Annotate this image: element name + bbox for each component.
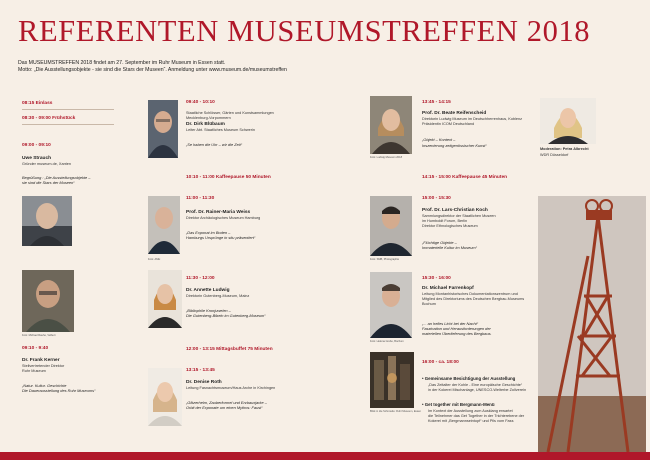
talk-title: Inszenierung zeitgenössischer Kunst“ xyxy=(422,143,487,148)
speaker-role: Direktorin Ludwig Museum im Deutschherrenhaus, Koblenz xyxy=(422,117,523,121)
talk-title: „Objekt – Kontext – xyxy=(422,137,456,142)
portrait-image xyxy=(370,96,412,154)
talk-title: „Natur. Kultur. Geschichte xyxy=(22,383,67,388)
time-slot: 13:15 - 13:45 xyxy=(186,368,215,373)
speaker-role: Sammlungsdirektor der Staatlichen Museen xyxy=(422,214,496,218)
intro-line-1: Das MUSEUMSTREFFEN 2018 findet am 27. September im Ruhr Museum in Essen statt. xyxy=(18,60,226,66)
portrait-image xyxy=(22,196,72,246)
speaker-photo xyxy=(148,196,180,254)
portrait-image xyxy=(370,196,412,256)
time-slot: 08:30 - 09:00 Frühstück xyxy=(22,116,76,121)
time-slot: 15:00 - 15:30 xyxy=(422,196,451,201)
speaker-role: Mitglied des Direktoriums des Deutschen Bergbau-Museums xyxy=(422,297,525,301)
speaker-role: Gründer museum.de, Xanten xyxy=(22,162,71,166)
speaker-photo xyxy=(148,368,182,426)
speaker-org: Mecklenburg-Vorpommern xyxy=(186,116,231,120)
speaker-role: Leitung Fasnachtsmuseum/Haus Arche in Kirchingen xyxy=(186,386,276,390)
talk-title: Begrüßung : „Die Ausstellungsobjekte – xyxy=(22,175,91,180)
speaker-name: Dr. Frank Kerner xyxy=(22,358,60,363)
time-slot: 09:10 - 9:40 xyxy=(22,346,49,351)
portrait-image xyxy=(148,270,182,328)
break-slot: 10:10 - 11:00 Kaffeepause 50 Minuten xyxy=(186,175,271,180)
speaker-role: Direktor Archäologisches Museum Hamburg xyxy=(186,216,261,220)
program-item-title: Get together mit Bergmann-Menü xyxy=(424,402,495,407)
moderator-org: WDR Düsseldorf xyxy=(540,153,569,157)
portrait-image xyxy=(22,270,74,332)
time-slot: 09:40 - 10:10 xyxy=(186,100,215,105)
speaker-role: Leiter Abt. Staatliches Museum Schwerin xyxy=(186,128,256,132)
speaker-photo xyxy=(370,96,412,154)
photo-credit: Blick in die Schmiede: Ruhr Museum, Essen xyxy=(370,410,422,413)
speaker-role: Leitung Montanhistorisches Dokumentationszentrum und xyxy=(422,292,518,296)
photo-credit: Foto: AMH xyxy=(148,258,161,261)
program-item: • Gemeinsame Besichtigung der Ausstellung xyxy=(422,376,516,381)
time-slot: 13:45 - 14:15 xyxy=(422,100,451,105)
speaker-name: Dr. Dirk Blübaum xyxy=(186,122,225,127)
speaker-role: Ruhr Museum xyxy=(22,369,46,373)
photo-credit: Foto: Michael Rauhe, Velbert xyxy=(22,334,56,337)
speaker-role: Präsidentin ICOM Deutschland xyxy=(422,122,475,126)
talk-title: Die Gutenberg-Bibeln im Gutenberg-Museum“ xyxy=(186,313,266,318)
intro-line-2: Motto: „Die Ausstellungsobjekte - sie sind die Stars der Museen“. Anmeldung unter www.museum.de/museumstreffen xyxy=(18,67,287,73)
portrait-image xyxy=(540,98,596,144)
moderator-name: Moderation: Petra Albrecht xyxy=(540,147,589,151)
speaker-name: Uwe Strauch xyxy=(22,156,52,161)
speaker-name: Prof. Dr. Lars-Christian Koch xyxy=(422,208,488,213)
program-item-desc: Im Kontext der Ausstellung zum Ausklang erwartet xyxy=(428,409,513,413)
talk-title: Immaterielle Kultur im Museum“ xyxy=(422,245,477,250)
speaker-role: Direktor Ethnologisches Museum xyxy=(422,224,478,228)
talk-title: Hamburgs Ursprünge in situ präsentiert“ xyxy=(186,235,256,240)
break-slot: 14:15 - 15:00 Kaffeepause 45 Minuten xyxy=(422,175,508,180)
speaker-role: Bochum xyxy=(422,302,436,306)
divider xyxy=(22,109,114,110)
program-item-title: Gemeinsame Besichtigung der Ausstellung xyxy=(424,376,516,381)
photo-credit: Foto: Helena Grebe, Bochum xyxy=(370,340,404,343)
program-item-desc: in der Kokerei Mischanlage, UNESCO-Welterbe Zollverein xyxy=(428,388,527,392)
speaker-photo xyxy=(370,272,412,338)
time-slot: 15:30 - 16:00 xyxy=(422,276,451,281)
speaker-role: im Humboldt Forum, Berlin xyxy=(422,219,468,223)
talk-title: Orbit der Exponate um einen Mythos: Faust“ xyxy=(186,405,263,410)
talk-title: „... an helles Licht bei der Nacht“ xyxy=(422,321,479,326)
exhibition-image xyxy=(370,352,414,408)
talk-title: materiellen Überlieferung des Bergbaus. xyxy=(422,331,492,336)
zollverein-photo xyxy=(538,196,646,452)
portrait-image xyxy=(370,272,412,338)
talk-title: „Flüchtige Objekte – xyxy=(422,240,457,245)
break-slot: 12:00 - 13:15 Mittagsbuffet 75 Minuten xyxy=(186,347,273,352)
program-item-desc: „Das Zeitalter der Kohle - Eine europäische Geschichte“ xyxy=(428,383,523,387)
photo-credit: Foto: Ludwig Museum 2018 xyxy=(370,156,403,159)
program-item: • Get together mit Bergmann-Menü xyxy=(422,402,495,407)
time-slot: 11:30 - 12:00 xyxy=(186,276,215,281)
speaker-name: Dr. Michael Farrenkopf xyxy=(422,286,474,291)
talk-title: „Glitzerhelm, Zauberformel und Erzbauxjarke – xyxy=(186,400,267,405)
time-slot: 11:00 - 11:30 xyxy=(186,196,215,201)
program-item-desc: Kokerei mit „Bergmannseintopf“ und Pils vom Fass xyxy=(428,419,514,423)
talk-title: sie sind die Stars der Museen“ xyxy=(22,180,75,185)
divider xyxy=(22,124,114,125)
footer-bar xyxy=(0,452,650,460)
speaker-photo xyxy=(22,270,74,332)
portrait-image xyxy=(148,100,178,158)
speaker-role: Stellvertretender Direktor xyxy=(22,364,65,368)
speaker-name: Dr. Denise Roth xyxy=(186,380,222,385)
moderator-photo xyxy=(540,98,596,144)
talk-title: „Se haben die Uhr – wir die Zeit“ xyxy=(186,142,243,147)
page-title: REFERENTEN MUSEUMSTREFFEN 2018 xyxy=(18,14,591,48)
portrait-image xyxy=(148,368,182,426)
time-slot: 09:00 - 09:10 xyxy=(22,143,51,148)
speaker-role: Direktorin Gutenberg-Museum, Mainz xyxy=(186,294,250,298)
headframe-image xyxy=(538,196,646,452)
speaker-name: Prof. Dr. Beate Reifenscheid xyxy=(422,111,487,116)
speaker-name: Prof. Dr. Rainer-Maria Weiss xyxy=(186,210,251,215)
speaker-name: Dr. Annette Ludwig xyxy=(186,288,230,293)
exhibition-photo xyxy=(370,352,414,408)
speaker-photo xyxy=(370,196,412,256)
talk-title: „Das Exponat im Boden – xyxy=(186,230,231,235)
time-slot: 08:15 Einlass xyxy=(22,101,53,106)
speaker-photo xyxy=(148,270,182,328)
speaker-org: Staatliche Schlösser, Gärten und Kunstsammlungen xyxy=(186,111,274,115)
program-item-desc: die Teilnehmer das Get Together in der Trichterebene der xyxy=(428,414,525,418)
talk-title: Faszination und Herausforderungen der xyxy=(422,326,491,331)
photo-credit: Foto: SMB, Photographie xyxy=(370,258,400,261)
talk-title: Die Dauerausstellung des Ruhr Museums“ xyxy=(22,388,96,393)
speaker-photo xyxy=(148,100,178,158)
portrait-image xyxy=(148,196,180,254)
talk-title: „Bibliophile Kronjuwelen – xyxy=(186,308,231,313)
speaker-photo xyxy=(22,196,72,246)
time-slot: 16:00 - ca. 18:00 xyxy=(422,360,459,365)
